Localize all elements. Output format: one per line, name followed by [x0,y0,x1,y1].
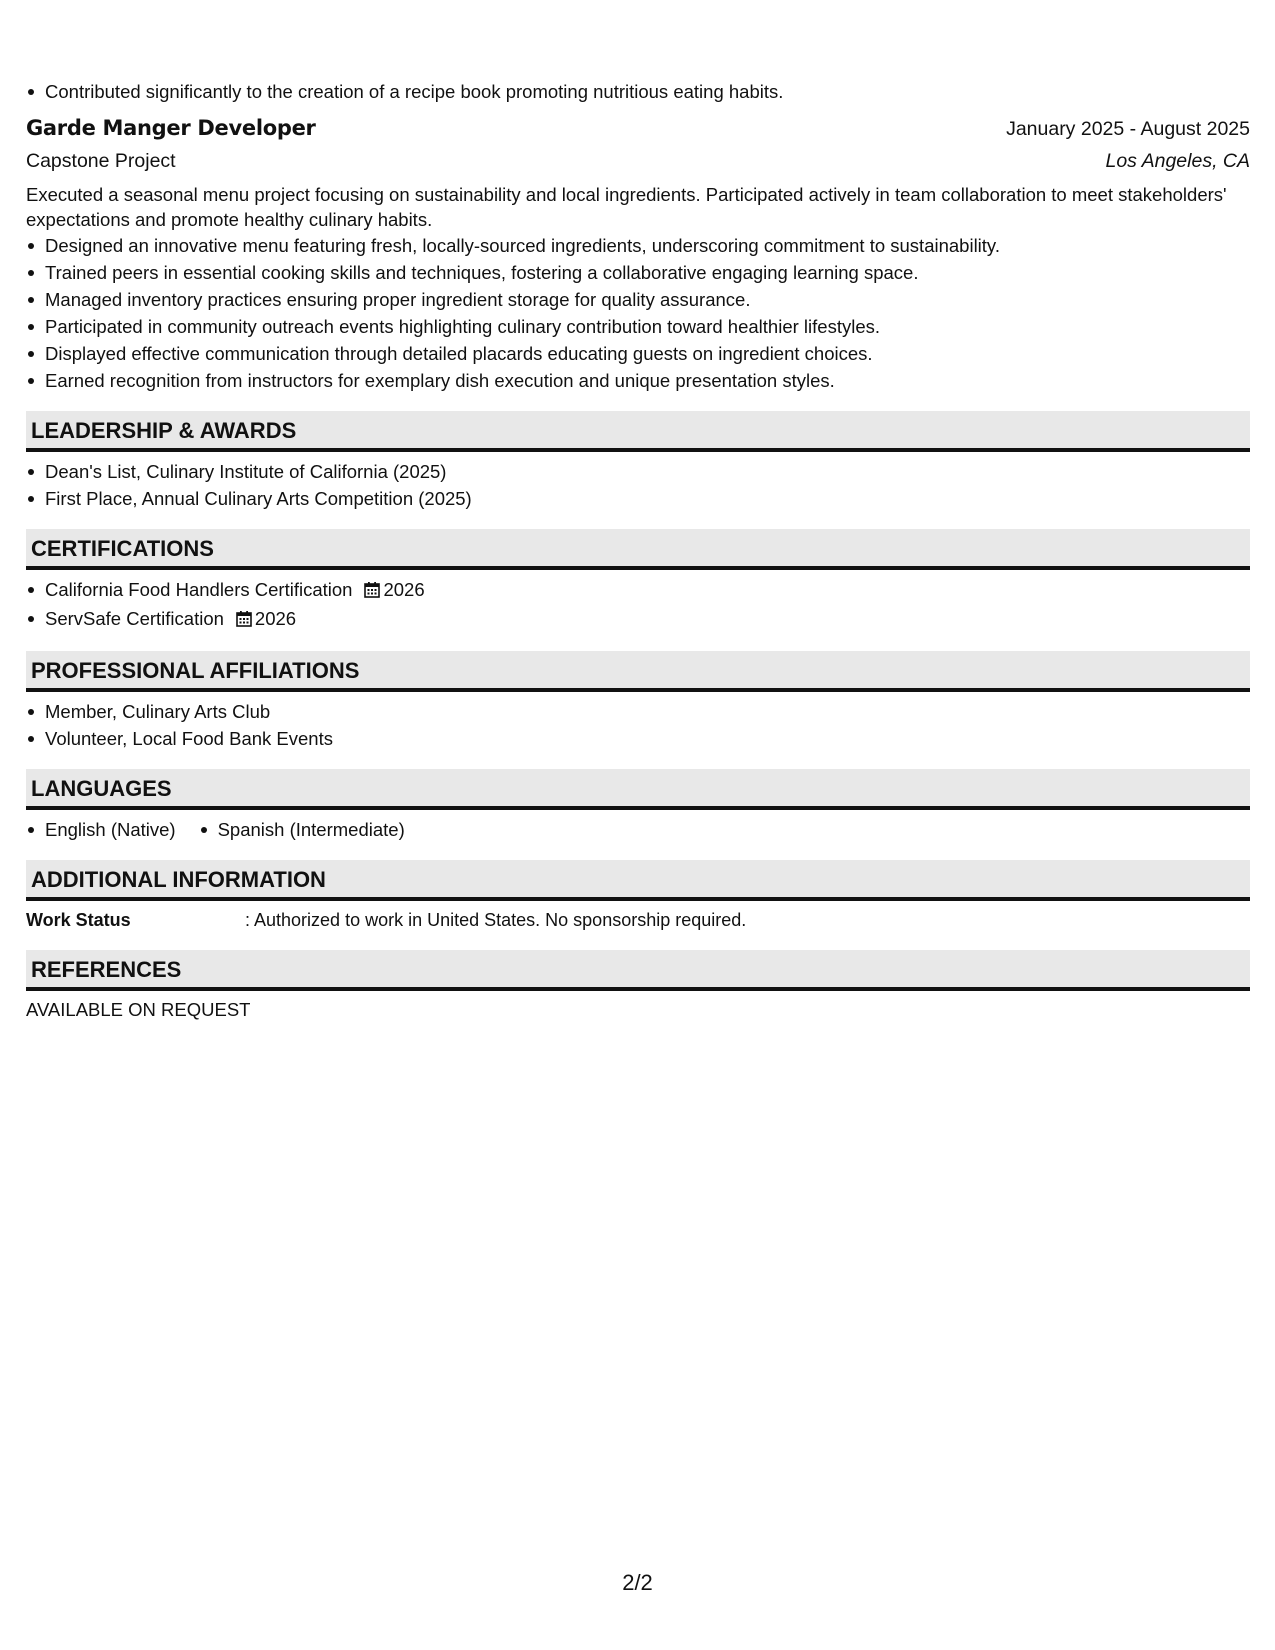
certifications-section [26,529,1250,634]
work-status-label: Work Status [26,910,131,930]
list-item: Managed inventory practices ensuring proper ingredient storage for quality assurance. [45,286,1250,313]
affiliations-section [26,651,1250,752]
job-entry [26,113,1250,394]
list-item: Participated in community outreach events highlighting culinary contribution toward healthier lifestyles. [45,313,1250,340]
job-bullet-list [26,232,1250,394]
work-status-row [26,907,1250,933]
languages-list [26,816,1250,843]
list-item: Spanish (Intermediate) [218,816,405,843]
languages-section [26,769,1250,843]
section-heading: LANGUAGES [26,769,1250,810]
calendar-icon [236,607,252,634]
calendar-icon [364,578,380,605]
certification-item [45,576,1250,605]
certification-year: 2026 [254,608,297,629]
list-item: Designed an innovative menu featuring fresh, locally-sourced ingredients, underscoring commitment to sustainability. [45,232,1250,259]
section-heading: PROFESSIONAL AFFILIATIONS [26,651,1250,692]
list-item: English (Native) [45,816,176,843]
list-item: First Place, Annual Culinary Arts Competition (2025) [45,485,1250,512]
job-description: Executed a seasonal menu project focusing on sustainability and local ingredients. Participated actively in team collaboration to meet stakeholders' expectations and promote healthy culinary habits. [26,184,1227,230]
intro-bullet-list [26,78,1250,105]
list-item: Earned recognition from instructors for exemplary dish execution and unique presentation styles. [45,367,1250,394]
job-header [26,113,1250,144]
resume-page [26,78,1250,1023]
leadership-section [26,411,1250,512]
job-organization: Capstone Project [26,150,176,172]
section-heading: ADDITIONAL INFORMATION [26,860,1250,901]
job-location: Los Angeles, CA [1105,150,1250,172]
references-section [26,950,1250,1023]
list-item: Member, Culinary Arts Club [45,698,1250,725]
affiliations-list [26,698,1250,752]
certification-name: California Food Handlers Certification [45,579,353,600]
references-text: AVAILABLE ON REQUEST [26,999,251,1020]
list-item: Volunteer, Local Food Bank Events [45,725,1250,752]
list-item: Contributed significantly to the creation of a recipe book promoting nutritious eating habits. [45,78,1250,105]
work-status-value: : Authorized to work in United States. No sponsorship required. [245,910,747,930]
section-heading: REFERENCES [26,950,1250,991]
job-subheader [26,146,1250,176]
section-heading: LEADERSHIP & AWARDS [26,411,1250,452]
certification-item [45,605,1250,634]
job-dates: January 2025 - August 2025 [1006,118,1250,140]
additional-info-section [26,860,1250,933]
list-item: Displayed effective communication through detailed placards educating guests on ingredient choices. [45,340,1250,367]
certification-year: 2026 [383,579,425,600]
certifications-list [26,576,1250,634]
job-title: Garde Manger Developer [26,116,316,140]
list-item: Dean's List, Culinary Institute of California (2025) [45,458,1250,485]
list-item: Trained peers in essential cooking skills and techniques, fostering a collaborative engaging learning space. [45,259,1250,286]
certification-name: ServSafe Certification [45,608,224,629]
section-heading: CERTIFICATIONS [26,529,1250,570]
leadership-list [26,458,1250,512]
page-number: 2/2 [622,1570,653,1595]
